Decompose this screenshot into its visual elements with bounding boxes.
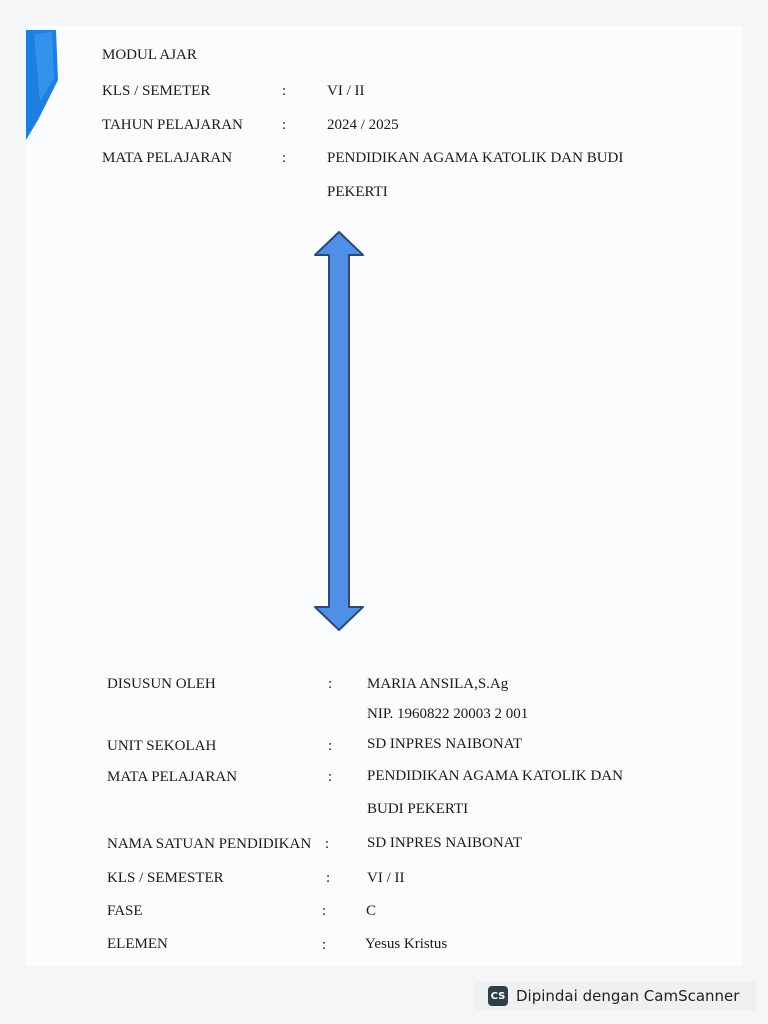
header-colon: : [282, 117, 287, 133]
detail-value-subject: PENDIDIKAN AGAMA KATOLIK DAN [367, 768, 623, 784]
document-page [26, 26, 742, 966]
detail-colon: : [328, 676, 333, 692]
detail-label-subject: MATA PELAJARAN [107, 769, 238, 785]
detail-value-author: MARIA ANSILA,S.Ag [367, 676, 509, 692]
detail-label-education-unit: NAMA SATUAN PENDIDIKAN [107, 836, 312, 852]
detail-value-school-unit: SD INPRES NAIBONAT [367, 736, 523, 752]
document-title: MODUL AJAR [102, 47, 197, 63]
detail-value-subject-cont: BUDI PEKERTI [367, 801, 469, 817]
camscanner-logo-icon: CS [488, 986, 508, 1006]
detail-label-author: DISUSUN OLEH [107, 676, 216, 692]
detail-value-phase: C [366, 903, 377, 919]
detail-colon: : [326, 870, 331, 886]
header-colon: : [282, 150, 287, 166]
detail-label-phase: FASE [107, 903, 143, 919]
header-value-subject-cont: PEKERTI [327, 184, 388, 200]
header-value-class: VI / II [327, 83, 365, 99]
blue-corner-mark [26, 30, 60, 140]
detail-value-element: Yesus Kristus [365, 936, 448, 952]
detail-value-education-unit: SD INPRES NAIBONAT [367, 835, 523, 851]
detail-label-school-unit: UNIT SEKOLAH [107, 738, 217, 754]
detail-colon: : [322, 903, 327, 919]
header-value-year: 2024 / 2025 [327, 117, 399, 133]
camscanner-text: Dipindai dengan CamScanner [516, 987, 740, 1005]
camscanner-badge [474, 981, 756, 1011]
detail-label-class-semester: KLS / SEMESTER [107, 870, 224, 886]
detail-label-element: ELEMEN [107, 936, 168, 952]
detail-colon: : [328, 738, 333, 754]
detail-value-nip: NIP. 1960822 20003 2 001 [367, 706, 529, 722]
double-vertical-arrow-icon [312, 230, 366, 632]
detail-colon: : [328, 769, 333, 785]
header-colon: : [282, 83, 287, 99]
detail-colon: : [325, 836, 330, 852]
header-label-year: TAHUN PELAJARAN [102, 117, 243, 133]
header-label-class: KLS / SEMETER [102, 83, 211, 99]
header-value-subject: PENDIDIKAN AGAMA KATOLIK DAN BUDI [327, 150, 624, 166]
detail-value-class-semester: VI / II [367, 870, 405, 886]
header-label-subject: MATA PELAJARAN [102, 150, 233, 166]
detail-colon: : [322, 937, 327, 953]
